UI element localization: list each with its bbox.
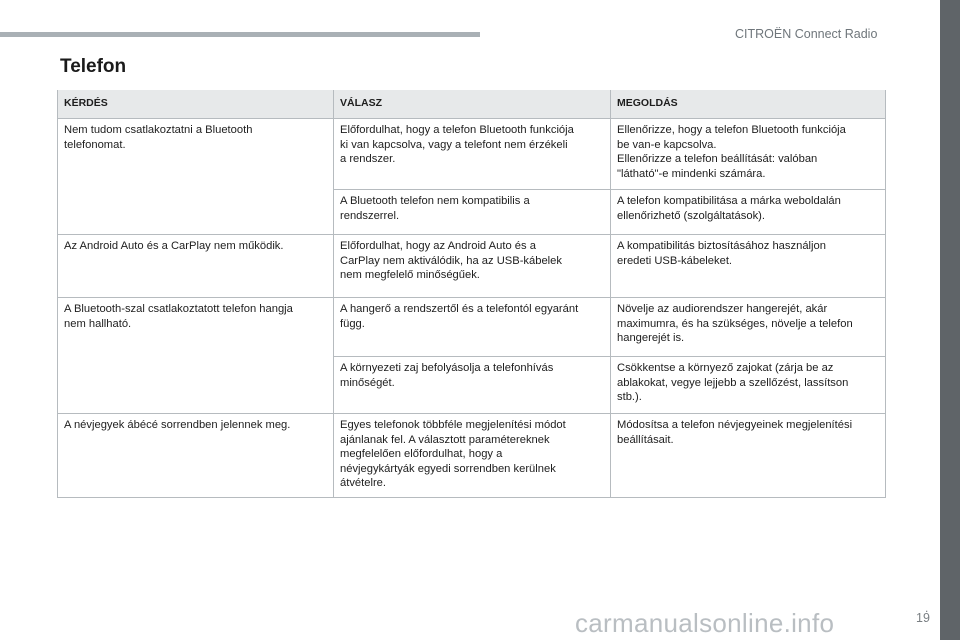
answer-cell [334,298,611,357]
cell-text-line: hangerejét is. [617,332,685,345]
column-header-answer: VÁLASZ [334,90,611,119]
cell-text-line: nem megfelelő minőségűek. [340,269,480,282]
cell-text-line: Ellenőrizze, hogy a telefon Bluetooth funkciója [617,124,846,136]
question-cell [58,357,334,414]
cell-text-line: ellenőrizhető (szolgáltatások). [617,209,765,222]
question-cell [58,235,334,298]
solution-cell [611,357,886,414]
page-title: Telefon [60,56,127,77]
cell-text-line: Csökkentse a környező zajokat (zárja be az [617,362,834,374]
cell-text-line: Előfordulhat, hogy az Android Auto és a [340,240,536,252]
cell-text-line: névjegykártyák egyedi sorrendben kerülnek [340,462,556,475]
solution-cell [611,190,886,235]
cell-text-line: ajánlanak fel. A választott paramétereknek [340,433,550,446]
cell-text-line: Növelje az audiorendszer hangerejét, akár [617,303,828,315]
cell-text-line: "látható"-e mindenki számára. [617,167,766,180]
column-header-question: KÉRDÉS [58,90,334,119]
cell-text-line: A kompatibilitás biztosításához használjon [617,240,826,252]
answer-cell [334,357,611,414]
cell-text-line: ki van kapcsolva, vagy a telefont nem érzékeli [340,138,568,151]
cell-text-line: a rendszer. [340,153,396,166]
cell-text-line: eredeti USB-kábeleket. [617,254,733,267]
cell-text-line: telefonomat. [64,138,126,151]
table-row [58,298,886,357]
side-band [940,0,960,640]
cell-text-line: stb.). [617,391,642,404]
answer-cell [334,414,611,498]
watermark: carmanualsonline.info [575,608,835,638]
cell-text-line: maximumra, és ha szükséges, növelje a telefon [617,317,853,330]
cell-text-line: rendszerrel. [340,209,400,222]
cell-text-line: A környezeti zaj befolyásolja a telefonhívás [340,362,554,374]
cell-text-line: nem hallható. [64,317,132,330]
solution-cell [611,298,886,357]
table-row [58,414,886,498]
table-row [58,357,886,414]
cell-text-line: Egyes telefonok többféle megjelenítési módot [340,419,566,431]
cell-text-line: átvételre. [340,477,387,490]
cell-text-line: Előfordulhat, hogy a telefon Bluetooth funkciója [340,124,574,136]
table-row [58,235,886,298]
cell-text-line: megfelelően előfordulhat, hogy a [340,448,503,461]
question-cell [58,414,334,498]
cell-text-line: A hangerő a rendszertől és a telefontól egyaránt [340,303,579,315]
question-cell [58,190,334,235]
cell-text-line: A telefon kompatibilitása a márka weboldalán [617,195,841,207]
solution-cell [611,235,886,298]
cell-text-line: Nem tudom csatlakoztatni a Bluetooth [64,124,253,136]
table-row [58,190,886,235]
column-header-solution: MEGOLDÁS [611,90,886,119]
cell-text-line: A Bluetooth-szal csatlakoztatott telefon hangja [64,303,293,315]
answer-cell [334,190,611,235]
answer-cell [334,119,611,190]
faq-table-body [58,119,886,498]
cell-text-line: A Bluetooth telefon nem kompatibilis a [340,195,530,207]
faq-table [57,90,886,498]
cell-text-line: Ellenőrizze a telefon beállítását: valóban [617,153,818,166]
cell-text-line: beállításait. [617,433,674,446]
table-header-row [58,90,886,119]
cell-text-line: Az Android Auto és a CarPlay nem működik. [64,240,284,252]
answer-cell [334,235,611,298]
page-number: 19 [916,611,930,625]
solution-cell [611,414,886,498]
header-bar [0,32,480,37]
table-row [58,119,886,190]
cell-text-line: függ. [340,317,365,330]
cell-text-line: be van-e kapcsolva. [617,138,717,151]
cell-text-line: CarPlay nem aktiválódik, ha az USB-kábelek [340,254,562,267]
question-cell [58,298,334,357]
solution-cell [611,119,886,190]
doc-label: CITROËN Connect Radio [735,27,878,41]
cell-text-line: minőségét. [340,376,395,389]
side-marker: . [925,601,929,615]
cell-text-line: A névjegyek ábécé sorrendben jelennek meg. [64,419,291,431]
cell-text-line: ablakokat, vegye lejjebb a szellőzést, lassítson [617,376,849,389]
question-cell [58,119,334,190]
cell-text-line: Módosítsa a telefon névjegyeinek megjelenítési [617,419,853,431]
